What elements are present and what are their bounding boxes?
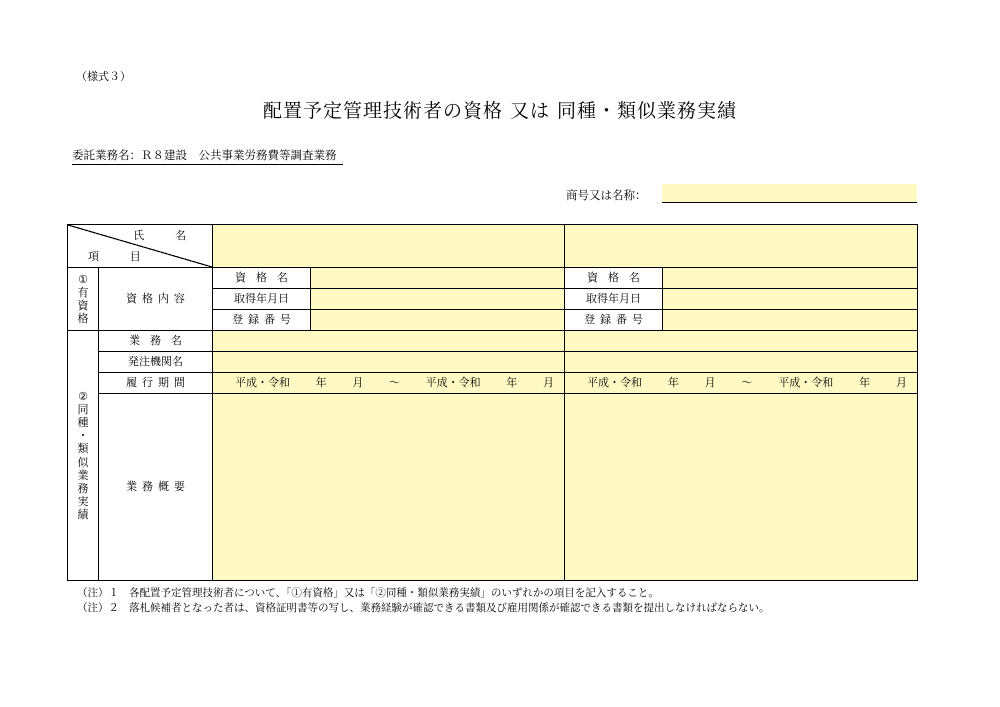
work-name-label: 業務名 — [99, 331, 213, 352]
period-field-1[interactable]: 平成・令和 年 月 ～ 平成・令和 年 月 — [213, 373, 565, 394]
qualification-name-field-2[interactable] — [663, 268, 918, 289]
qualification-content-label: 資格内容 — [99, 268, 213, 331]
experience-group-label: ② 同 種 ・ 類 似 業 務 実 績 — [68, 331, 99, 581]
registration-number-label-2: 登録番号 — [565, 310, 663, 331]
qualification-name-field-1[interactable] — [311, 268, 565, 289]
work-summary-field-2[interactable] — [565, 394, 918, 581]
note-1-text: 各配置予定管理技術者について、「①有資格」又は「②同種・類似業務実績」のいずれかの項目を記入すること。 — [129, 587, 659, 599]
engineer-name-field-1[interactable] — [213, 225, 565, 268]
period-label: 履行期間 — [99, 373, 213, 394]
acquired-date-label-1: 取得年月日 — [213, 289, 311, 310]
company-name-field[interactable] — [662, 184, 917, 203]
acquired-date-field-1[interactable] — [311, 289, 565, 310]
item-header: 項 目 — [88, 249, 151, 263]
page-title: 配置予定管理技術者の資格 又は 同種・類似業務実績 — [262, 100, 738, 122]
period-field-2[interactable]: 平成・令和 年 月 ～ 平成・令和 年 月 — [565, 373, 918, 394]
registration-number-label-1: 登録番号 — [213, 310, 311, 331]
acquired-date-label-2: 取得年月日 — [565, 289, 663, 310]
work-name-field-1[interactable] — [213, 331, 565, 352]
note-2-mark: （注）２ — [77, 602, 119, 614]
note-2-text: 落札候補者となった者は、資格証明書等の写し、業務経験が確認できる書類及び雇用関係が確認できる書類を提出しなければならない。 — [129, 602, 770, 614]
registration-number-field-2[interactable] — [663, 310, 918, 331]
work-summary-label: 業務概要 — [99, 394, 213, 581]
client-label: 発注機関名 — [99, 352, 213, 373]
form-number: （様式３） — [76, 70, 131, 83]
client-field-1[interactable] — [213, 352, 565, 373]
client-field-2[interactable] — [565, 352, 918, 373]
work-name-field-2[interactable] — [565, 331, 918, 352]
qualification-table — [67, 224, 918, 581]
registration-number-field-1[interactable] — [311, 310, 565, 331]
contract-name: 委託業務名：Ｒ８建設 公共事業労務費等調査業務 — [72, 147, 343, 165]
qualification-name-label-1: 資格名 — [213, 268, 311, 289]
note-2 — [77, 601, 780, 616]
company-name-label: 商号又は名称： — [566, 188, 647, 202]
engineer-name-field-2[interactable] — [565, 225, 918, 268]
notes — [77, 586, 780, 616]
qualification-name-label-2: 資格名 — [565, 268, 663, 289]
work-summary-field-1[interactable] — [213, 394, 565, 581]
acquired-date-field-2[interactable] — [663, 289, 918, 310]
name-header: 氏 名 — [133, 229, 196, 242]
note-1-mark: （注）１ — [77, 587, 119, 599]
header-diagonal-cell — [68, 225, 213, 268]
note-1 — [77, 586, 780, 601]
qualification-group-label: ① 有 資 格 — [68, 268, 99, 331]
